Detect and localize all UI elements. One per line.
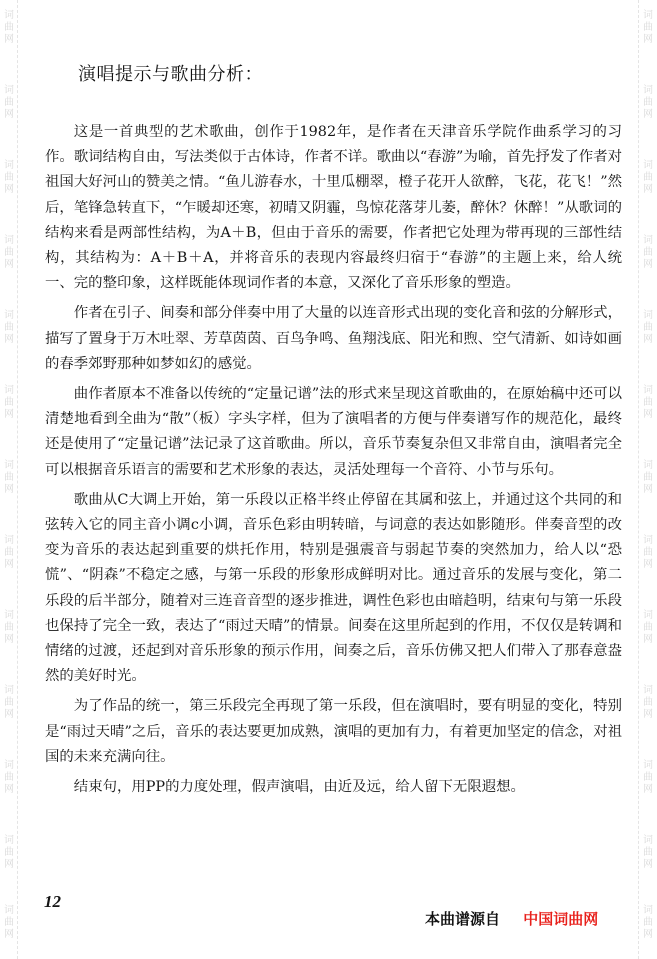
watermark-left: 词曲网: [4, 460, 14, 495]
watermark-left: 词曲网: [4, 160, 14, 195]
watermark-right: 词曲网: [643, 835, 653, 870]
watermark-left: 词曲网: [4, 610, 14, 645]
watermark-left: 词曲网: [4, 685, 14, 720]
watermark-right: 词曲网: [643, 235, 653, 270]
watermark-left: 词曲网: [4, 905, 14, 940]
watermark-right: 词曲网: [643, 685, 653, 720]
watermark-left: 词曲网: [4, 85, 14, 120]
watermark-right: 词曲网: [643, 160, 653, 195]
source-footer: [425, 908, 598, 929]
watermark-right: 词曲网: [643, 310, 653, 345]
paragraph: 这是一首典型的艺术歌曲，创作于1982年，是作者在天津音乐学院作曲系学习的习作。歌词结构自由，写法类似于古体诗，作者不详。歌曲以“春游”为喻，首先抒发了作者对祖国大好河山的赞美之情。“鱼儿游春水，十里瓜棚翠，橙子花开人欲醉，飞花，花飞！”然后，笔锋急转直下，“乍暖却还寒，初晴又阴霾，鸟惊花落芽儿萎，醉休？休醉！”从歌词的结构来看是两部性结构，为A＋B，但由于音乐的需要，作者把它处理为带再现的三部性结构，其结构为：A＋B＋A，并将音乐的表现内容最终归宿于“春游”的主题上来，给人统一、完的整印象，这样既能体现词作者的本意，又深化了音乐形象的塑造。: [45, 124, 622, 292]
watermark-left: 词曲网: [4, 385, 14, 420]
paragraph: 作者在引子、间奏和部分伴奏中用了大量的以连音形式出现的变化音和弦的分解形式，描写了置身于万木吐翠、芳草茵茵、百鸟争鸣、鱼翔浅底、阳光和煦、空气清新、如诗如画的春季郊野那种如梦如幻的感觉。: [45, 305, 622, 372]
watermark-left: 词曲网: [4, 760, 14, 795]
page-number: 12: [44, 892, 61, 911]
paragraph: 为了作品的统一，第三乐段完全再现了第一乐段，但在演唱时，要有明显的变化，特别是“雨过天晴”之后，音乐的表达要更加成熟，演唱的更加有力，有着更加坚定的信念，对祖国的未来充满向往。: [45, 698, 622, 765]
source-label: 本曲谱源自: [425, 910, 501, 928]
watermark-right: 词曲网: [643, 535, 653, 570]
article-body: [45, 120, 622, 805]
watermark-right: 词曲网: [643, 610, 653, 645]
watermark-right: 词曲网: [643, 905, 653, 940]
watermark-left: 词曲网: [4, 235, 14, 270]
watermark-left: 词曲网: [4, 310, 14, 345]
watermark-right: 词曲网: [643, 10, 653, 45]
right-dashed-border: [638, 0, 639, 959]
left-dashed-border: [17, 0, 18, 959]
watermark-right: 词曲网: [643, 385, 653, 420]
source-site-link[interactable]: 中国词曲网: [523, 910, 599, 928]
watermark-left: 词曲网: [4, 535, 14, 570]
paragraph: 结束句，用PP的力度处理，假声演唱，由近及远，给人留下无限遐想。: [73, 779, 525, 796]
section-heading: 演唱提示与歌曲分析：: [78, 64, 263, 85]
paragraph: 歌曲从C大调上开始，第一乐段以正格半终止停留在其属和弦上，并通过这个共同的和弦转入它的同主音小调c小调，音乐色彩由明转暗，与词意的表达如影随形。伴奏音型的改变为音乐的表达起到重要的烘托作用，特别是强震音与弱起节奏的突然加力，给人以“恐慌”、“阴森”不稳定之感，与第一乐段的形象形成鲜明对比。通过音乐的发展与变化，第二乐段的后半部分，随着对三连音音型的逐步推进，调性色彩也由暗趋明，结束句与第一乐段也保持了完全一致，表达了“雨过天晴”的情景。间奏在这里所起到的作用，不仅仅是转调和情绪的过渡，还起到对音乐形象的预示作用，间奏之后，音乐仿佛又把人们带入了那春意盎然的美好时光。: [45, 491, 622, 685]
watermark-right: 词曲网: [643, 760, 653, 795]
watermark-left: 词曲网: [4, 10, 14, 45]
watermark-right: 词曲网: [643, 85, 653, 120]
watermark-left: 词曲网: [4, 835, 14, 870]
paragraph: 曲作者原本不准备以传统的“定量记谱”法的形式来呈现这首歌曲的，在原始稿中还可以清楚地看到全曲为“散”（板）字头字样，但为了演唱者的方便与伴奏谱写作的规范化，最终还是使用了“定量记谱”法记录了这首歌曲。所以，音乐节奏复杂但又非常自由，演唱者完全可以根据音乐语言的需要和艺术形象的表达，灵活处理每一个音符、小节与乐句。: [45, 386, 622, 478]
watermark-right: 词曲网: [643, 460, 653, 495]
